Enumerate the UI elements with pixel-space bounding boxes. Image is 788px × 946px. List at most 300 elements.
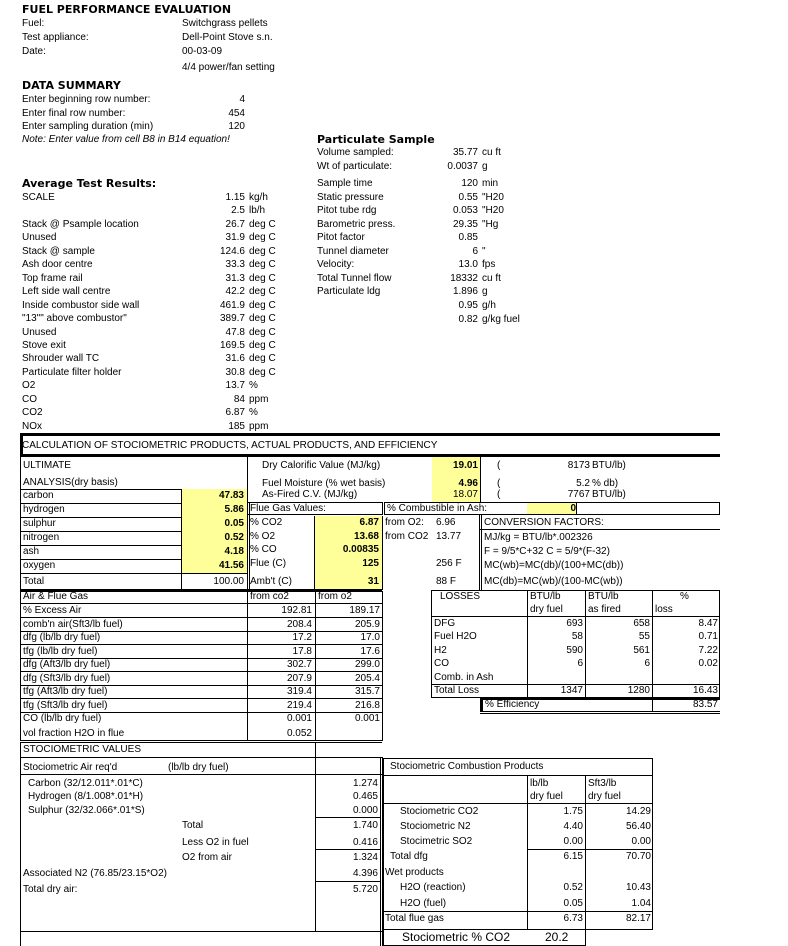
air-flue-col2: from o2 bbox=[318, 591, 352, 602]
stoich-value: 0.000 bbox=[352, 805, 378, 816]
particulate-label: Static pressure bbox=[317, 192, 384, 203]
products-col1: lb/lb bbox=[530, 778, 549, 789]
losses-subheader: dry fuel bbox=[530, 604, 563, 615]
ultimate-label: carbon bbox=[23, 490, 54, 501]
border-line bbox=[20, 545, 181, 546]
loss-pct: 0.02 bbox=[698, 658, 718, 670]
flue-gas-from-value: 6.96 bbox=[436, 517, 456, 528]
border-line bbox=[20, 517, 181, 518]
avg-result-unit: deg C bbox=[249, 366, 276, 378]
avg-result-label: Inside combustor side wall bbox=[22, 299, 140, 311]
air-flue-from-co2: 17.8 bbox=[292, 646, 312, 657]
avg-result-value: 389.7 bbox=[219, 313, 245, 325]
losses-header: BTU/lb bbox=[588, 591, 619, 602]
fuel-value: Switchgrass pellets bbox=[182, 18, 268, 29]
product-sft3: 14.29 bbox=[625, 806, 651, 817]
avg-result-label: NOx bbox=[22, 420, 42, 432]
air-flue-from-o2: 216.8 bbox=[354, 700, 380, 711]
ultimate-label: ash bbox=[23, 546, 40, 557]
avg-result-unit: deg C bbox=[249, 339, 276, 351]
border-line bbox=[20, 757, 382, 758]
border-line bbox=[20, 931, 382, 932]
avg-result-label: Ash door centre bbox=[22, 259, 93, 271]
calorific-paren: ( bbox=[497, 478, 501, 489]
product-label: Stociometric CO2 bbox=[400, 806, 479, 817]
particulate-value: 120 bbox=[461, 178, 478, 189]
summary-note: Note: Enter value from cell B8 in B14 equation! bbox=[22, 134, 230, 145]
stoich-label: Total dry air: bbox=[23, 884, 78, 895]
calorific-alt: 5.2 bbox=[576, 478, 590, 489]
total-label: Total bbox=[23, 576, 45, 587]
ultimate-label: hydrogen bbox=[23, 504, 65, 515]
particulate-unit: g/kg fuel bbox=[482, 314, 520, 325]
avg-result-value: 169.5 bbox=[219, 339, 245, 351]
particulate-label: Pitot factor bbox=[317, 232, 365, 243]
flue-gas-from-value: 88 F bbox=[436, 576, 457, 587]
stoich-label: Less O2 in fuel bbox=[182, 837, 249, 848]
conversion-line: MC(wb)=MC(db)/(100+MC(db)) bbox=[484, 560, 624, 571]
ultimate-label: nitrogen bbox=[23, 532, 60, 543]
stoich-label: O2 from air bbox=[182, 852, 233, 863]
flue-gas-from-value: 13.77 bbox=[436, 531, 462, 542]
ultimate-label: oxygen bbox=[23, 560, 56, 571]
begin-row-value[interactable]: 4 bbox=[239, 94, 245, 105]
particulate-unit: min bbox=[482, 178, 499, 189]
loss-pct: 0.71 bbox=[698, 631, 718, 643]
product-label: Total flue gas bbox=[385, 913, 444, 924]
product-sft3: 70.70 bbox=[625, 851, 651, 862]
stoich-label: Sulphur (32/32.066*.01*S) bbox=[28, 805, 145, 816]
analysis-label: ANALYSIS(dry basis) bbox=[23, 477, 118, 488]
border-line bbox=[383, 803, 653, 804]
product-label: Wet products bbox=[385, 867, 444, 878]
loss-dry: 6 bbox=[577, 658, 583, 670]
border-line bbox=[315, 849, 380, 850]
flue-gas-label: Flue (C) bbox=[250, 558, 287, 569]
flue-gas-label: % CO2 bbox=[250, 517, 283, 528]
stoich-value: 1.274 bbox=[352, 778, 378, 789]
product-label: Stociometric N2 bbox=[400, 821, 471, 832]
avg-result-label: Left side wall centre bbox=[22, 286, 111, 298]
avg-result-unit: % bbox=[249, 407, 258, 419]
air-flue-from-o2: 315.7 bbox=[354, 686, 380, 697]
section-divider bbox=[20, 454, 720, 457]
particulate-unit: g bbox=[482, 286, 488, 297]
avg-result-value: 30.8 bbox=[225, 366, 245, 378]
calorific-paren: ( bbox=[497, 460, 501, 471]
particulate-label: Total Tunnel flow bbox=[317, 273, 392, 284]
particulate-label: Volume sampled: bbox=[317, 147, 394, 158]
particulate-title: Particulate Sample bbox=[317, 133, 435, 146]
loss-label: DFG bbox=[434, 618, 456, 629]
avg-result-unit: deg C bbox=[249, 313, 276, 325]
avg-result-value: 47.8 bbox=[225, 326, 245, 338]
losses-header: BTU/lb bbox=[530, 591, 561, 602]
avg-results-title: Average Test Results: bbox=[22, 177, 157, 190]
ultimate-value[interactable]: 0.52 bbox=[224, 532, 244, 543]
calorific-value[interactable]: 4.96 bbox=[458, 478, 478, 489]
begin-row-label: Enter beginning row number: bbox=[22, 94, 151, 105]
avg-result-unit: deg C bbox=[249, 286, 276, 298]
total-loss-pct: 16.43 bbox=[692, 685, 718, 696]
final-row-value[interactable]: 454 bbox=[228, 108, 245, 119]
product-label: H2O (reaction) bbox=[400, 882, 466, 893]
stoich-value: 1.324 bbox=[352, 852, 378, 863]
particulate-value: 18332 bbox=[450, 273, 478, 284]
avg-result-value: 6.87 bbox=[225, 407, 245, 419]
product-label: Total dfg bbox=[390, 851, 428, 862]
air-flue-from-o2: 205.4 bbox=[354, 673, 380, 684]
loss-label: Fuel H2O bbox=[434, 631, 477, 643]
loss-label: Comb. in Ash bbox=[434, 671, 494, 683]
setting-value: 4/4 power/fan setting bbox=[182, 62, 275, 73]
particulate-value: 0.053 bbox=[452, 205, 478, 216]
particulate-label: Sample time bbox=[317, 178, 373, 189]
avg-result-unit: deg C bbox=[249, 299, 276, 311]
total-loss-fired: 1280 bbox=[627, 685, 650, 696]
stoich-co2-value: 20.2 bbox=[545, 930, 569, 944]
air-flue-label: % Excess Air bbox=[23, 605, 82, 616]
air-flue-from-co2: 192.81 bbox=[281, 605, 312, 616]
air-flue-label: dfg (lb/lb dry fuel) bbox=[23, 632, 101, 643]
avg-result-value: 33.3 bbox=[225, 259, 245, 271]
avg-result-label: Top frame rail bbox=[22, 272, 83, 284]
loss-fired: 55 bbox=[638, 631, 650, 643]
avg-result-label: SCALE bbox=[22, 192, 55, 203]
product-sft3: 0.00 bbox=[631, 836, 651, 847]
particulate-value: 6 bbox=[472, 246, 478, 257]
calorific-label: Dry Calorific Value (MJ/kg) bbox=[262, 460, 381, 471]
ultimate-value[interactable]: 5.86 bbox=[224, 504, 244, 515]
stoich-label: Associated N2 (76.85/23.15*O2) bbox=[23, 868, 167, 879]
stoich-title: STOCIOMETRIC VALUES bbox=[23, 744, 141, 755]
air-flue-from-co2: 0.052 bbox=[286, 728, 312, 739]
efficiency-label: % Efficiency bbox=[485, 699, 540, 710]
border-line bbox=[480, 697, 483, 712]
calorific-label: Fuel Moisture (% wet basis) bbox=[262, 478, 386, 489]
flue-gas-label: % O2 bbox=[250, 531, 276, 542]
page-title: FUEL PERFORMANCE EVALUATION bbox=[22, 3, 232, 16]
stoich-value: 0.465 bbox=[352, 791, 378, 802]
avg-result-value: 185 bbox=[228, 420, 245, 432]
calorific-value: 18.07 bbox=[452, 489, 478, 500]
particulate-unit: fps bbox=[482, 259, 496, 270]
border-line bbox=[20, 591, 21, 741]
avg-result-unit: kg/h bbox=[249, 192, 268, 203]
stoich-co2-label: Stociometric % CO2 bbox=[402, 930, 511, 944]
border-line bbox=[20, 559, 181, 560]
loss-pct: 8.47 bbox=[698, 618, 718, 629]
border-line bbox=[20, 740, 382, 741]
calorific-unit: BTU/lb) bbox=[592, 489, 626, 500]
border-line bbox=[479, 515, 482, 590]
particulate-value: 35.77 bbox=[452, 147, 478, 158]
particulate-value: 29.35 bbox=[452, 219, 478, 230]
ultimate-label: ULTIMATE bbox=[23, 460, 71, 471]
total-loss-label: Total Loss bbox=[434, 685, 480, 696]
flue-gas-value[interactable]: 31 bbox=[367, 576, 379, 587]
avg-result-value: 1.15 bbox=[225, 192, 245, 203]
avg-result-label: CO bbox=[22, 393, 37, 405]
conversion-line: F = 9/5*C+32 C = 5/9*(F-32) bbox=[484, 546, 610, 557]
calorific-unit: % db) bbox=[592, 478, 619, 489]
avg-result-unit: ppm bbox=[249, 420, 269, 432]
stoich-value: 0.416 bbox=[352, 837, 378, 848]
avg-result-unit: deg C bbox=[249, 353, 276, 365]
flue-gas-value[interactable]: 125 bbox=[362, 558, 379, 569]
product-lb: 0.05 bbox=[563, 898, 583, 909]
air-flue-from-o2: 17.6 bbox=[360, 646, 380, 657]
fuel-label: Fuel: bbox=[22, 18, 45, 29]
losses-subheader: as fired bbox=[588, 604, 621, 615]
particulate-unit: "H20 bbox=[482, 192, 504, 203]
border-line bbox=[527, 849, 653, 850]
conversion-line: MJ/kg = BTU/lb*.002326 bbox=[484, 532, 593, 543]
border-line bbox=[480, 529, 720, 530]
ultimate-value[interactable]: 41.56 bbox=[218, 560, 244, 571]
avg-result-label: Stack @ sample bbox=[22, 245, 95, 257]
air-flue-from-co2: 208.4 bbox=[286, 619, 312, 630]
air-flue-label: tfg (Aft3/lb dry fuel) bbox=[23, 686, 108, 697]
air-flue-label: dfg (Sft3/lb dry fuel) bbox=[23, 673, 111, 684]
flue-gas-label: % CO bbox=[250, 544, 277, 555]
border-line bbox=[20, 742, 21, 946]
avg-result-unit: ppm bbox=[249, 393, 269, 405]
avg-result-label: Stove exit bbox=[22, 339, 66, 351]
border-line bbox=[20, 573, 247, 574]
avg-result-value: 84 bbox=[233, 393, 245, 405]
avg-result-label: "13"" above combustor" bbox=[22, 313, 127, 325]
particulate-value: 0.95 bbox=[458, 300, 478, 311]
avg-result-label: Unused bbox=[22, 326, 57, 338]
air-flue-label: vol fraction H2O in flue bbox=[23, 728, 125, 739]
particulate-value: 0.0037 bbox=[447, 161, 478, 172]
particulate-unit: g/h bbox=[482, 300, 496, 311]
combustible-value[interactable]: 0 bbox=[527, 503, 577, 514]
ultimate-value[interactable]: 47.83 bbox=[218, 490, 244, 501]
avg-result-unit: deg C bbox=[249, 218, 276, 230]
air-flue-from-co2: 17.2 bbox=[292, 632, 312, 643]
air-flue-label: tfg (lb/lb dry fuel) bbox=[23, 646, 98, 657]
particulate-label: Particulate ldg bbox=[317, 286, 381, 297]
border-line bbox=[383, 775, 653, 776]
avg-result-label: CO2 bbox=[22, 407, 43, 419]
calorific-alt: 7767 bbox=[567, 489, 590, 500]
stoich-label: Carbon (32/12.011*.01*C) bbox=[28, 778, 143, 789]
flue-gas-value[interactable]: 0.00835 bbox=[342, 544, 379, 555]
particulate-value: 0.82 bbox=[458, 314, 478, 325]
flue-gas-from-label: from CO2 bbox=[385, 531, 429, 542]
loss-label: H2 bbox=[434, 644, 447, 656]
appliance-value: Dell-Point Stove s.n. bbox=[182, 32, 273, 43]
border-line bbox=[527, 911, 653, 912]
air-flue-from-o2: 205.9 bbox=[354, 619, 380, 630]
avg-result-value: 31.6 bbox=[225, 353, 245, 365]
total-value: 100.00 bbox=[213, 576, 244, 587]
flue-gas-value[interactable]: 6.87 bbox=[359, 517, 379, 528]
calorific-paren: ( bbox=[497, 489, 501, 500]
particulate-label: Tunnel diameter bbox=[317, 246, 389, 257]
avg-result-label: O2 bbox=[22, 380, 36, 392]
border-line bbox=[20, 433, 23, 457]
loss-fired: 6 bbox=[644, 658, 650, 670]
avg-result-value: 31.9 bbox=[225, 232, 245, 244]
air-flue-from-co2: 207.9 bbox=[286, 673, 312, 684]
flue-gas-value[interactable]: 13.68 bbox=[353, 531, 379, 542]
avg-result-label: Stack @ Psample location bbox=[22, 218, 139, 230]
particulate-unit: cu ft bbox=[482, 273, 501, 284]
date-label: Date: bbox=[22, 46, 46, 57]
avg-result-value: 124.6 bbox=[219, 245, 245, 257]
border-line bbox=[383, 911, 527, 912]
product-label: Stocimetric SO2 bbox=[400, 836, 473, 847]
flue-gas-title: Flue Gas Values: bbox=[250, 503, 326, 514]
calc-title: CALCULATION OF STOCIOMETRIC PRODUCTS, ACTUAL PRODUCTS, AND EFFICIENCY bbox=[22, 440, 438, 451]
section-divider bbox=[20, 433, 720, 436]
calorific-unit: BTU/lb) bbox=[592, 460, 626, 471]
products-col1: dry fuel bbox=[530, 791, 563, 802]
border-line bbox=[480, 711, 720, 712]
ultimate-value[interactable]: 0.05 bbox=[224, 518, 244, 529]
air-flue-col1: from co2 bbox=[250, 591, 289, 602]
particulate-value: 1.896 bbox=[452, 286, 478, 297]
products-col2: dry fuel bbox=[588, 791, 621, 802]
avg-result-label: Particulate filter holder bbox=[22, 366, 122, 378]
loss-dry: 693 bbox=[566, 618, 583, 629]
avg-result-unit: deg C bbox=[249, 259, 276, 271]
particulate-unit: g bbox=[482, 161, 488, 172]
air-flue-title: Air & Flue Gas bbox=[23, 591, 89, 602]
border-line bbox=[20, 457, 21, 590]
data-summary-title: DATA SUMMARY bbox=[22, 79, 121, 92]
final-row-label: Enter final row number: bbox=[22, 108, 126, 119]
particulate-unit: "H20 bbox=[482, 205, 504, 216]
losses-header: LOSSES bbox=[440, 591, 481, 602]
flue-gas-from-value: 256 F bbox=[436, 558, 462, 569]
air-flue-from-o2: 189.17 bbox=[349, 605, 380, 616]
loss-fired: 561 bbox=[633, 644, 650, 656]
particulate-label: Wt of particulate: bbox=[317, 161, 393, 172]
loss-dry: 590 bbox=[566, 644, 583, 656]
stoich-value: 5.720 bbox=[352, 884, 378, 895]
product-lb: 4.40 bbox=[563, 821, 583, 832]
avg-result-label: Shrouder wall TC bbox=[22, 353, 100, 365]
product-sft3: 82.17 bbox=[625, 913, 651, 924]
particulate-unit: "Hg bbox=[482, 219, 499, 230]
border-line bbox=[382, 516, 383, 590]
particulate-value: 0.55 bbox=[458, 192, 478, 203]
conversion-line: MC(db)=MC(wb)/(100-MC(wb)) bbox=[484, 576, 623, 587]
air-flue-label: comb'n air(Sft3/lb fuel) bbox=[23, 619, 123, 630]
ultimate-label: sulphur bbox=[23, 518, 56, 529]
avg-result-unit: lb/h bbox=[249, 205, 266, 217]
appliance-label: Test appliance: bbox=[22, 32, 89, 43]
product-sft3: 10.43 bbox=[625, 882, 651, 893]
border-line bbox=[20, 774, 382, 775]
air-req-unit: (lb/lb dry fuel) bbox=[168, 762, 229, 773]
stoich-value: 1.740 bbox=[352, 820, 378, 831]
duration-label: Enter sampling duration (min) bbox=[22, 121, 154, 132]
particulate-value: 0.85 bbox=[458, 232, 478, 243]
product-sft3: 1.04 bbox=[631, 898, 651, 909]
air-flue-label: dfg (Aft3/lb dry fuel) bbox=[23, 659, 111, 670]
avg-result-unit: deg C bbox=[249, 232, 276, 244]
avg-result-value: 461.9 bbox=[219, 299, 245, 311]
total-loss-dry: 1347 bbox=[560, 685, 583, 696]
avg-result-unit: deg C bbox=[249, 326, 276, 338]
border-line bbox=[315, 817, 380, 818]
air-flue-from-co2: 0.001 bbox=[286, 713, 312, 724]
air-flue-label: CO (lb/lb dry fuel) bbox=[23, 713, 102, 724]
products-title: Stociometric Combustion Products bbox=[390, 761, 544, 772]
border-line bbox=[20, 531, 181, 532]
air-flue-label: tfg (Sft3/lb dry fuel) bbox=[23, 700, 108, 711]
calorific-alt: 8173 bbox=[567, 460, 590, 471]
border-line bbox=[20, 503, 181, 504]
border-line bbox=[480, 713, 720, 714]
air-flue-from-o2: 0.001 bbox=[354, 713, 380, 724]
stoich-label: Total bbox=[182, 820, 204, 831]
avg-result-value: 42.2 bbox=[225, 286, 245, 298]
losses-header: % bbox=[680, 591, 689, 602]
product-lb: 6.15 bbox=[563, 851, 583, 862]
particulate-label: Velocity: bbox=[317, 259, 355, 270]
border-line bbox=[382, 591, 383, 741]
product-lb: 1.75 bbox=[563, 806, 583, 817]
efficiency-value: 83.57 bbox=[692, 699, 718, 710]
product-sft3: 56.40 bbox=[625, 821, 651, 832]
avg-result-value: 2.5 bbox=[231, 205, 245, 217]
loss-label: CO bbox=[434, 658, 449, 670]
air-flue-from-co2: 319.4 bbox=[286, 686, 312, 697]
product-lb: 6.73 bbox=[563, 913, 583, 924]
air-flue-from-co2: 302.7 bbox=[286, 659, 312, 670]
particulate-label: Barometric press. bbox=[317, 219, 396, 230]
product-lb: 0.52 bbox=[563, 882, 583, 893]
stoich-label: Hydrogen (8/1.008*.01*H) bbox=[28, 791, 144, 802]
conversion-title: CONVERSION FACTORS: bbox=[484, 517, 604, 528]
avg-result-value: 26.7 bbox=[225, 218, 245, 230]
combustible-label: % Combustible in Ash: bbox=[387, 503, 488, 514]
ultimate-value[interactable]: 4.18 bbox=[224, 546, 244, 557]
duration-value[interactable]: 120 bbox=[228, 121, 245, 132]
particulate-unit: cu ft bbox=[482, 147, 501, 158]
stoich-value: 4.396 bbox=[352, 868, 378, 879]
calorific-value[interactable]: 19.01 bbox=[452, 460, 478, 471]
date-value: 00-03-09 bbox=[182, 46, 223, 57]
avg-result-label: Unused bbox=[22, 232, 57, 244]
flue-gas-from-label: from O2: bbox=[385, 517, 424, 528]
products-col2: Sft3/lb bbox=[588, 778, 617, 789]
avg-result-unit: deg C bbox=[249, 245, 276, 257]
particulate-label: Pitot tube rdg bbox=[317, 205, 377, 216]
avg-result-value: 13.7 bbox=[225, 380, 245, 392]
air-flue-from-o2: 299.0 bbox=[354, 659, 380, 670]
avg-result-unit: % bbox=[249, 380, 258, 392]
flue-gas-label: Amb't (C) bbox=[250, 576, 292, 587]
border-line bbox=[480, 457, 481, 502]
air-req-label: Stociometric Air req'd bbox=[23, 762, 118, 773]
product-lb: 0.00 bbox=[563, 836, 583, 847]
loss-pct: 7.22 bbox=[698, 644, 718, 656]
loss-fired: 658 bbox=[633, 618, 650, 629]
border-line bbox=[315, 881, 380, 882]
loss-dry: 58 bbox=[571, 631, 583, 643]
avg-result-value: 31.3 bbox=[225, 272, 245, 284]
avg-result-unit: deg C bbox=[249, 272, 276, 284]
particulate-value: 13.0 bbox=[458, 259, 478, 270]
product-label: H2O (fuel) bbox=[400, 898, 447, 909]
